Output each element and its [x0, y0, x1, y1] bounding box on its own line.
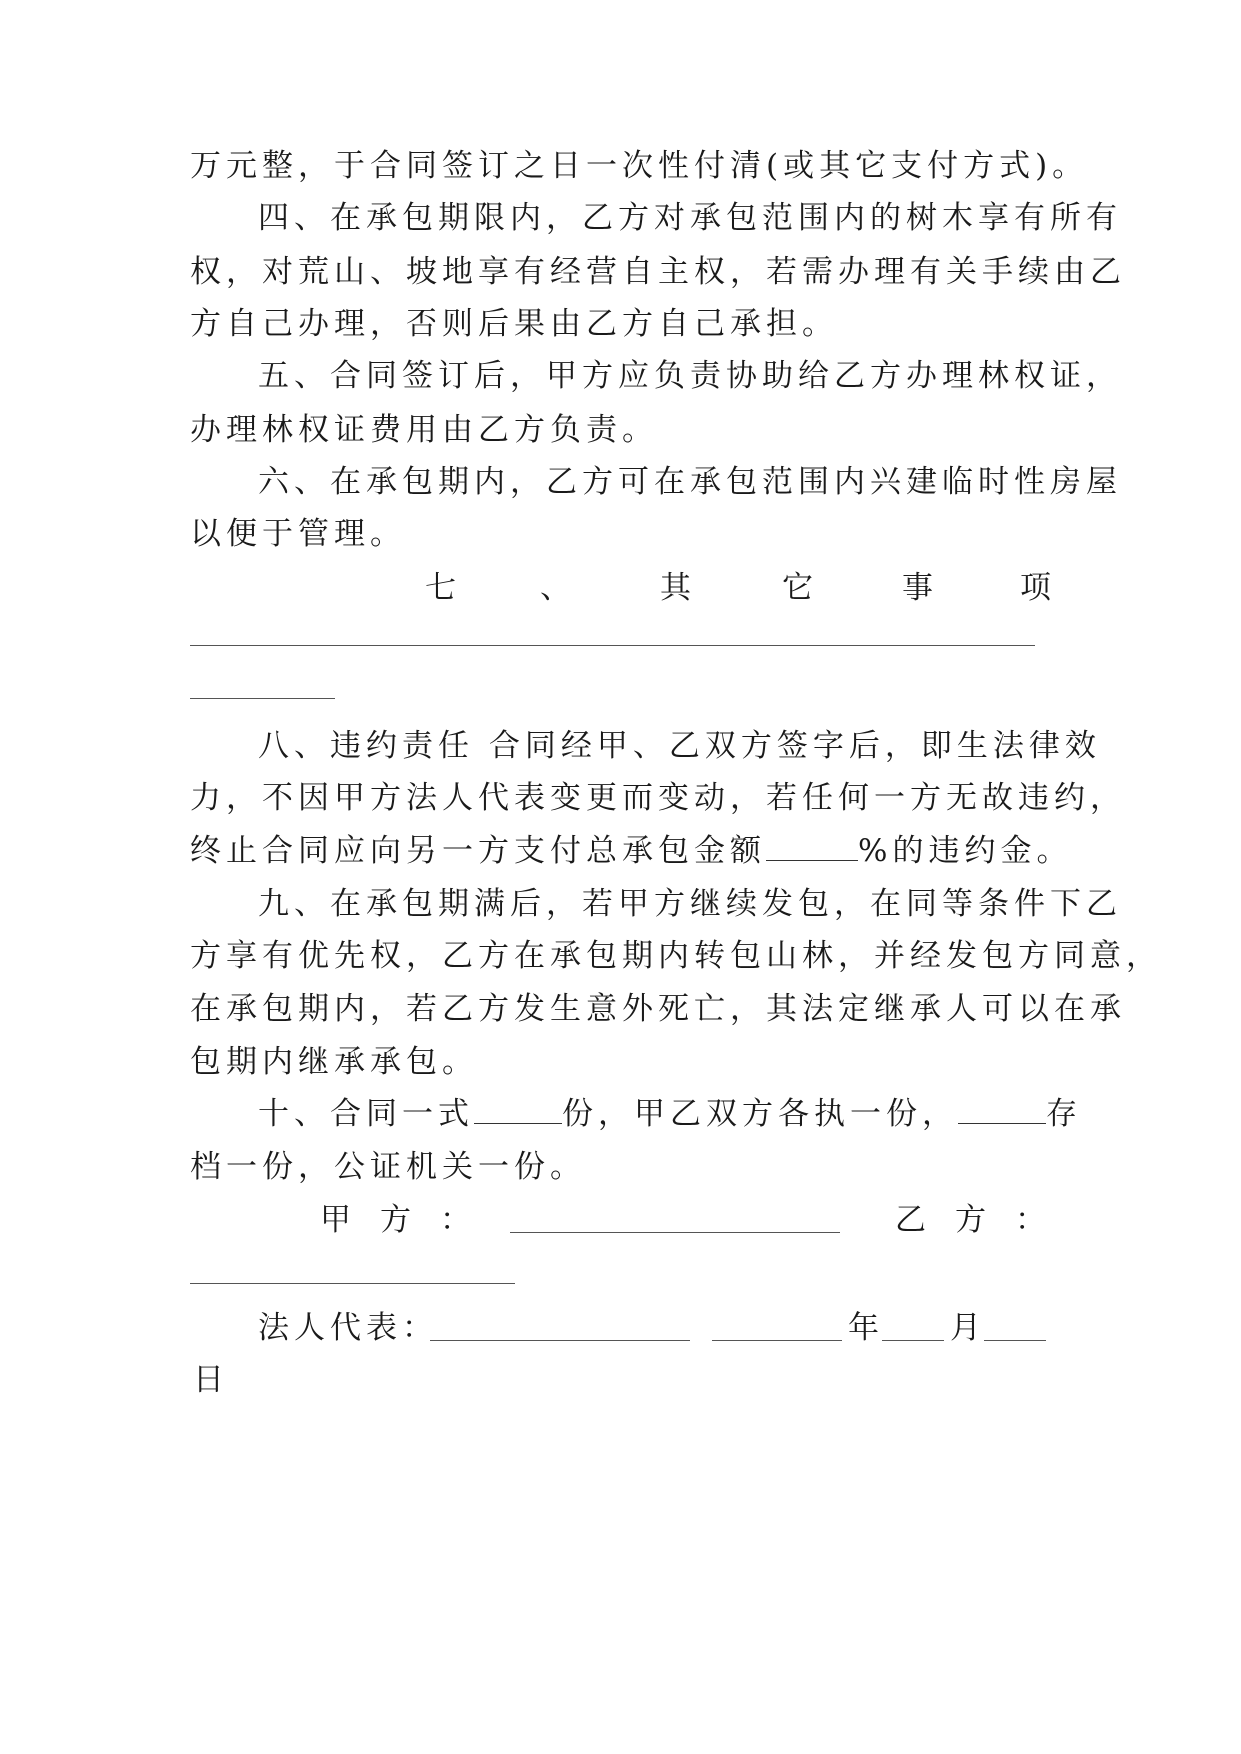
party-a-label: ：	[440, 1202, 471, 1238]
party-b-signature-blank	[190, 1283, 515, 1284]
day-blank	[984, 1340, 1046, 1341]
year-blank	[712, 1340, 842, 1341]
legal-rep-signature-blank	[430, 1340, 690, 1341]
paragraph-5-line-2: 办理林权证费用由乙方负责。	[190, 412, 658, 448]
day-label: 日	[193, 1362, 224, 1398]
legal-rep-label: 法人代表：	[258, 1310, 438, 1346]
paragraph-4-line-2: 权，对荒山、坡地享有经营自主权，若需办理有关手续由乙	[190, 254, 1126, 290]
paragraph-8-line-2: 力，不因甲方法人代表变更而变动，若任何一方无故违约，	[190, 780, 1126, 816]
paragraph-6-line-1: 六、在承包期内，乙方可在承包范围内兴建临时性房屋	[258, 464, 1122, 500]
party-a-label: 甲	[320, 1202, 351, 1238]
party-a-signature-blank	[510, 1232, 840, 1233]
paragraph-3-tail: 万元整，于合同签订之日一次性付清(或其它支付方式)。	[190, 148, 1089, 184]
party-b-label: ：	[1015, 1202, 1046, 1238]
paragraph-10-line-2: 档一份，公证机关一份。	[190, 1149, 586, 1185]
month-blank	[882, 1340, 944, 1341]
paragraph-10-text-a: 十、合同一式	[258, 1096, 474, 1132]
item-7-char: 七	[425, 570, 456, 606]
paragraph-10-line-1	[258, 1094, 1082, 1134]
party-a-label: 方	[380, 1202, 411, 1238]
copies-count-blank	[474, 1095, 562, 1124]
paragraph-8-text-a: 终止合同应向另一方支付总承包金额	[190, 833, 766, 869]
paragraph-9-line-1: 九、在承包期满后，若甲方继续发包，在同等条件下乙	[258, 886, 1122, 922]
blank-line-other-matters	[190, 645, 1035, 646]
item-7-char: 其	[660, 570, 691, 606]
paragraph-4-line-3: 方自己办理，否则后果由乙方自己承担。	[190, 306, 838, 342]
item-7-char: 它	[782, 570, 813, 606]
paragraph-10-text-b: 份，甲乙双方各执一份，	[562, 1096, 958, 1132]
archive-party-blank	[958, 1095, 1046, 1124]
paragraph-8-line-1: 八、违约责任 合同经甲、乙双方签字后，即生法律效	[258, 728, 1101, 764]
item-7-char: 项	[1020, 570, 1051, 606]
paragraph-5-line-1: 五、合同签订后，甲方应负责协助给乙方办理林权证，	[258, 358, 1122, 394]
penalty-percent-blank	[766, 832, 858, 861]
paragraph-6-line-2: 以便于管理。	[190, 516, 406, 552]
paragraph-8-text-b: %的违约金。	[858, 833, 1073, 869]
item-7-char: 事	[902, 570, 933, 606]
paragraph-8-line-3	[190, 831, 1073, 871]
paragraph-10-text-c: 存	[1046, 1096, 1082, 1132]
month-label: 月	[950, 1310, 981, 1346]
paragraph-9-line-3: 在承包期内，若乙方发生意外死亡，其法定继承人可以在承	[190, 991, 1126, 1027]
paragraph-9-line-2: 方享有优先权，乙方在承包期内转包山林，并经发包方同意，	[190, 938, 1162, 974]
party-b-label: 乙	[895, 1202, 926, 1238]
year-label: 年	[848, 1310, 879, 1346]
blank-line-other-matters-end	[190, 698, 335, 699]
paragraph-4-line-1: 四、在承包期限内，乙方对承包范围内的树木享有所有	[258, 200, 1122, 236]
item-7-char: 、	[540, 570, 571, 606]
paragraph-9-line-4: 包期内继承承包。	[190, 1044, 478, 1080]
party-b-label: 方	[955, 1202, 986, 1238]
